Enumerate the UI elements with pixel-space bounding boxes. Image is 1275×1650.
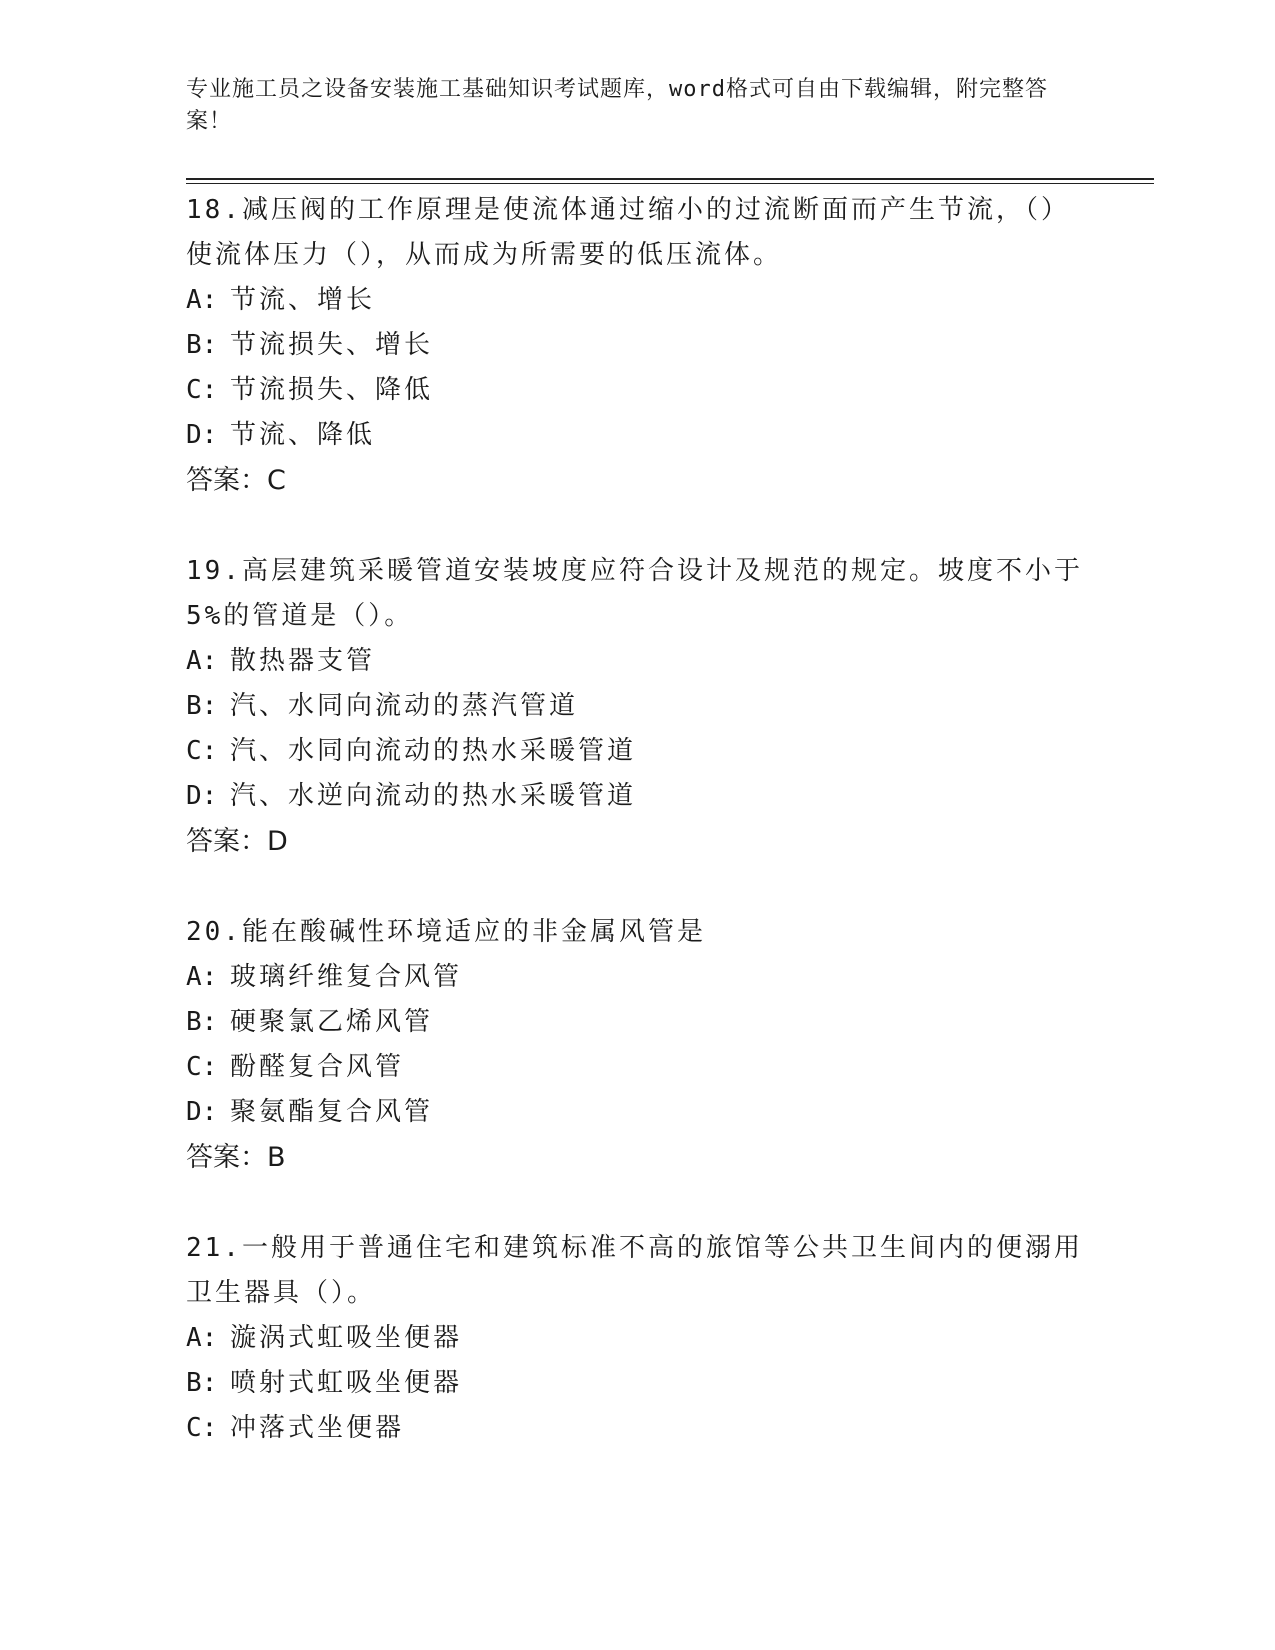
- option-letter: C:: [186, 1413, 218, 1443]
- header-divider-thin: [186, 183, 1154, 184]
- option-text: 节流、增长: [230, 285, 376, 315]
- option-text: 玻璃纤维复合风管: [230, 962, 463, 992]
- option-d: [186, 413, 1086, 458]
- option-b: [186, 323, 1086, 368]
- option-text: 酚醛复合风管: [230, 1052, 405, 1082]
- option-letter: A:: [186, 285, 218, 315]
- question-21: [186, 1226, 1086, 1451]
- option-a: [186, 278, 1086, 323]
- option-letter: A:: [186, 962, 218, 992]
- answer-label: 答案：B: [186, 1142, 286, 1173]
- question-stem: 20.能在酸碱性环境适应的非金属风管是: [186, 917, 706, 947]
- option-text: 聚氨酯复合风管: [230, 1097, 434, 1127]
- question-19: [186, 549, 1086, 864]
- option-c: [186, 1406, 1086, 1451]
- option-b: [186, 1361, 1086, 1406]
- option-text: 喷射式虹吸坐便器: [230, 1368, 463, 1398]
- option-letter: D:: [186, 420, 218, 450]
- option-letter: D:: [186, 781, 218, 811]
- question-stem: 18.减压阀的工作原理是使流体通过缩小的过流断面而产生节流，（）使流体压力（），从而成为所需要的低压流体。: [186, 195, 1070, 270]
- option-text: 硬聚氯乙烯风管: [230, 1007, 434, 1037]
- option-text: 散热器支管: [230, 646, 376, 676]
- option-c: [186, 729, 1086, 774]
- option-letter: B:: [186, 1007, 218, 1037]
- question-20: [186, 910, 1086, 1180]
- question-18: [186, 188, 1086, 503]
- document-header: 专业施工员之设备安装施工基础知识考试题库，word格式可自由下载编辑，附完整答案！: [186, 77, 1048, 134]
- option-b: [186, 684, 1086, 729]
- option-text: 节流损失、降低: [230, 375, 434, 405]
- answer-label: 答案：D: [186, 826, 288, 857]
- answer-label: 答案：C: [186, 465, 286, 496]
- option-d: [186, 1090, 1086, 1135]
- option-text: 汽、水同向流动的热水采暖管道: [230, 736, 637, 766]
- option-d: [186, 774, 1086, 819]
- option-c: [186, 368, 1086, 413]
- question-list: [186, 188, 1086, 1497]
- question-stem: 21.一般用于普通住宅和建筑标准不高的旅馆等公共卫生间内的便溺用卫生器具（）。: [186, 1233, 1083, 1308]
- option-letter: C:: [186, 1052, 218, 1082]
- header-divider-thick: [186, 178, 1154, 180]
- option-letter: B:: [186, 691, 218, 721]
- option-letter: C:: [186, 736, 218, 766]
- option-text: 汽、水同向流动的蒸汽管道: [230, 691, 579, 721]
- option-b: [186, 1000, 1086, 1045]
- option-text: 节流损失、增长: [230, 330, 434, 360]
- option-letter: B:: [186, 330, 218, 360]
- option-a: [186, 955, 1086, 1000]
- option-letter: A:: [186, 646, 218, 676]
- option-letter: A:: [186, 1323, 218, 1353]
- option-letter: C:: [186, 375, 218, 405]
- option-c: [186, 1045, 1086, 1090]
- option-text: 节流、降低: [230, 420, 376, 450]
- option-text: 汽、水逆向流动的热水采暖管道: [230, 781, 637, 811]
- option-a: [186, 639, 1086, 684]
- option-text: 冲落式坐便器: [230, 1413, 405, 1443]
- option-letter: B:: [186, 1368, 218, 1398]
- question-stem: 19.高层建筑采暖管道安装坡度应符合设计及规范的规定。坡度不小于5%的管道是（）。: [186, 556, 1083, 631]
- option-a: [186, 1316, 1086, 1361]
- option-letter: D:: [186, 1097, 218, 1127]
- option-text: 漩涡式虹吸坐便器: [230, 1323, 463, 1353]
